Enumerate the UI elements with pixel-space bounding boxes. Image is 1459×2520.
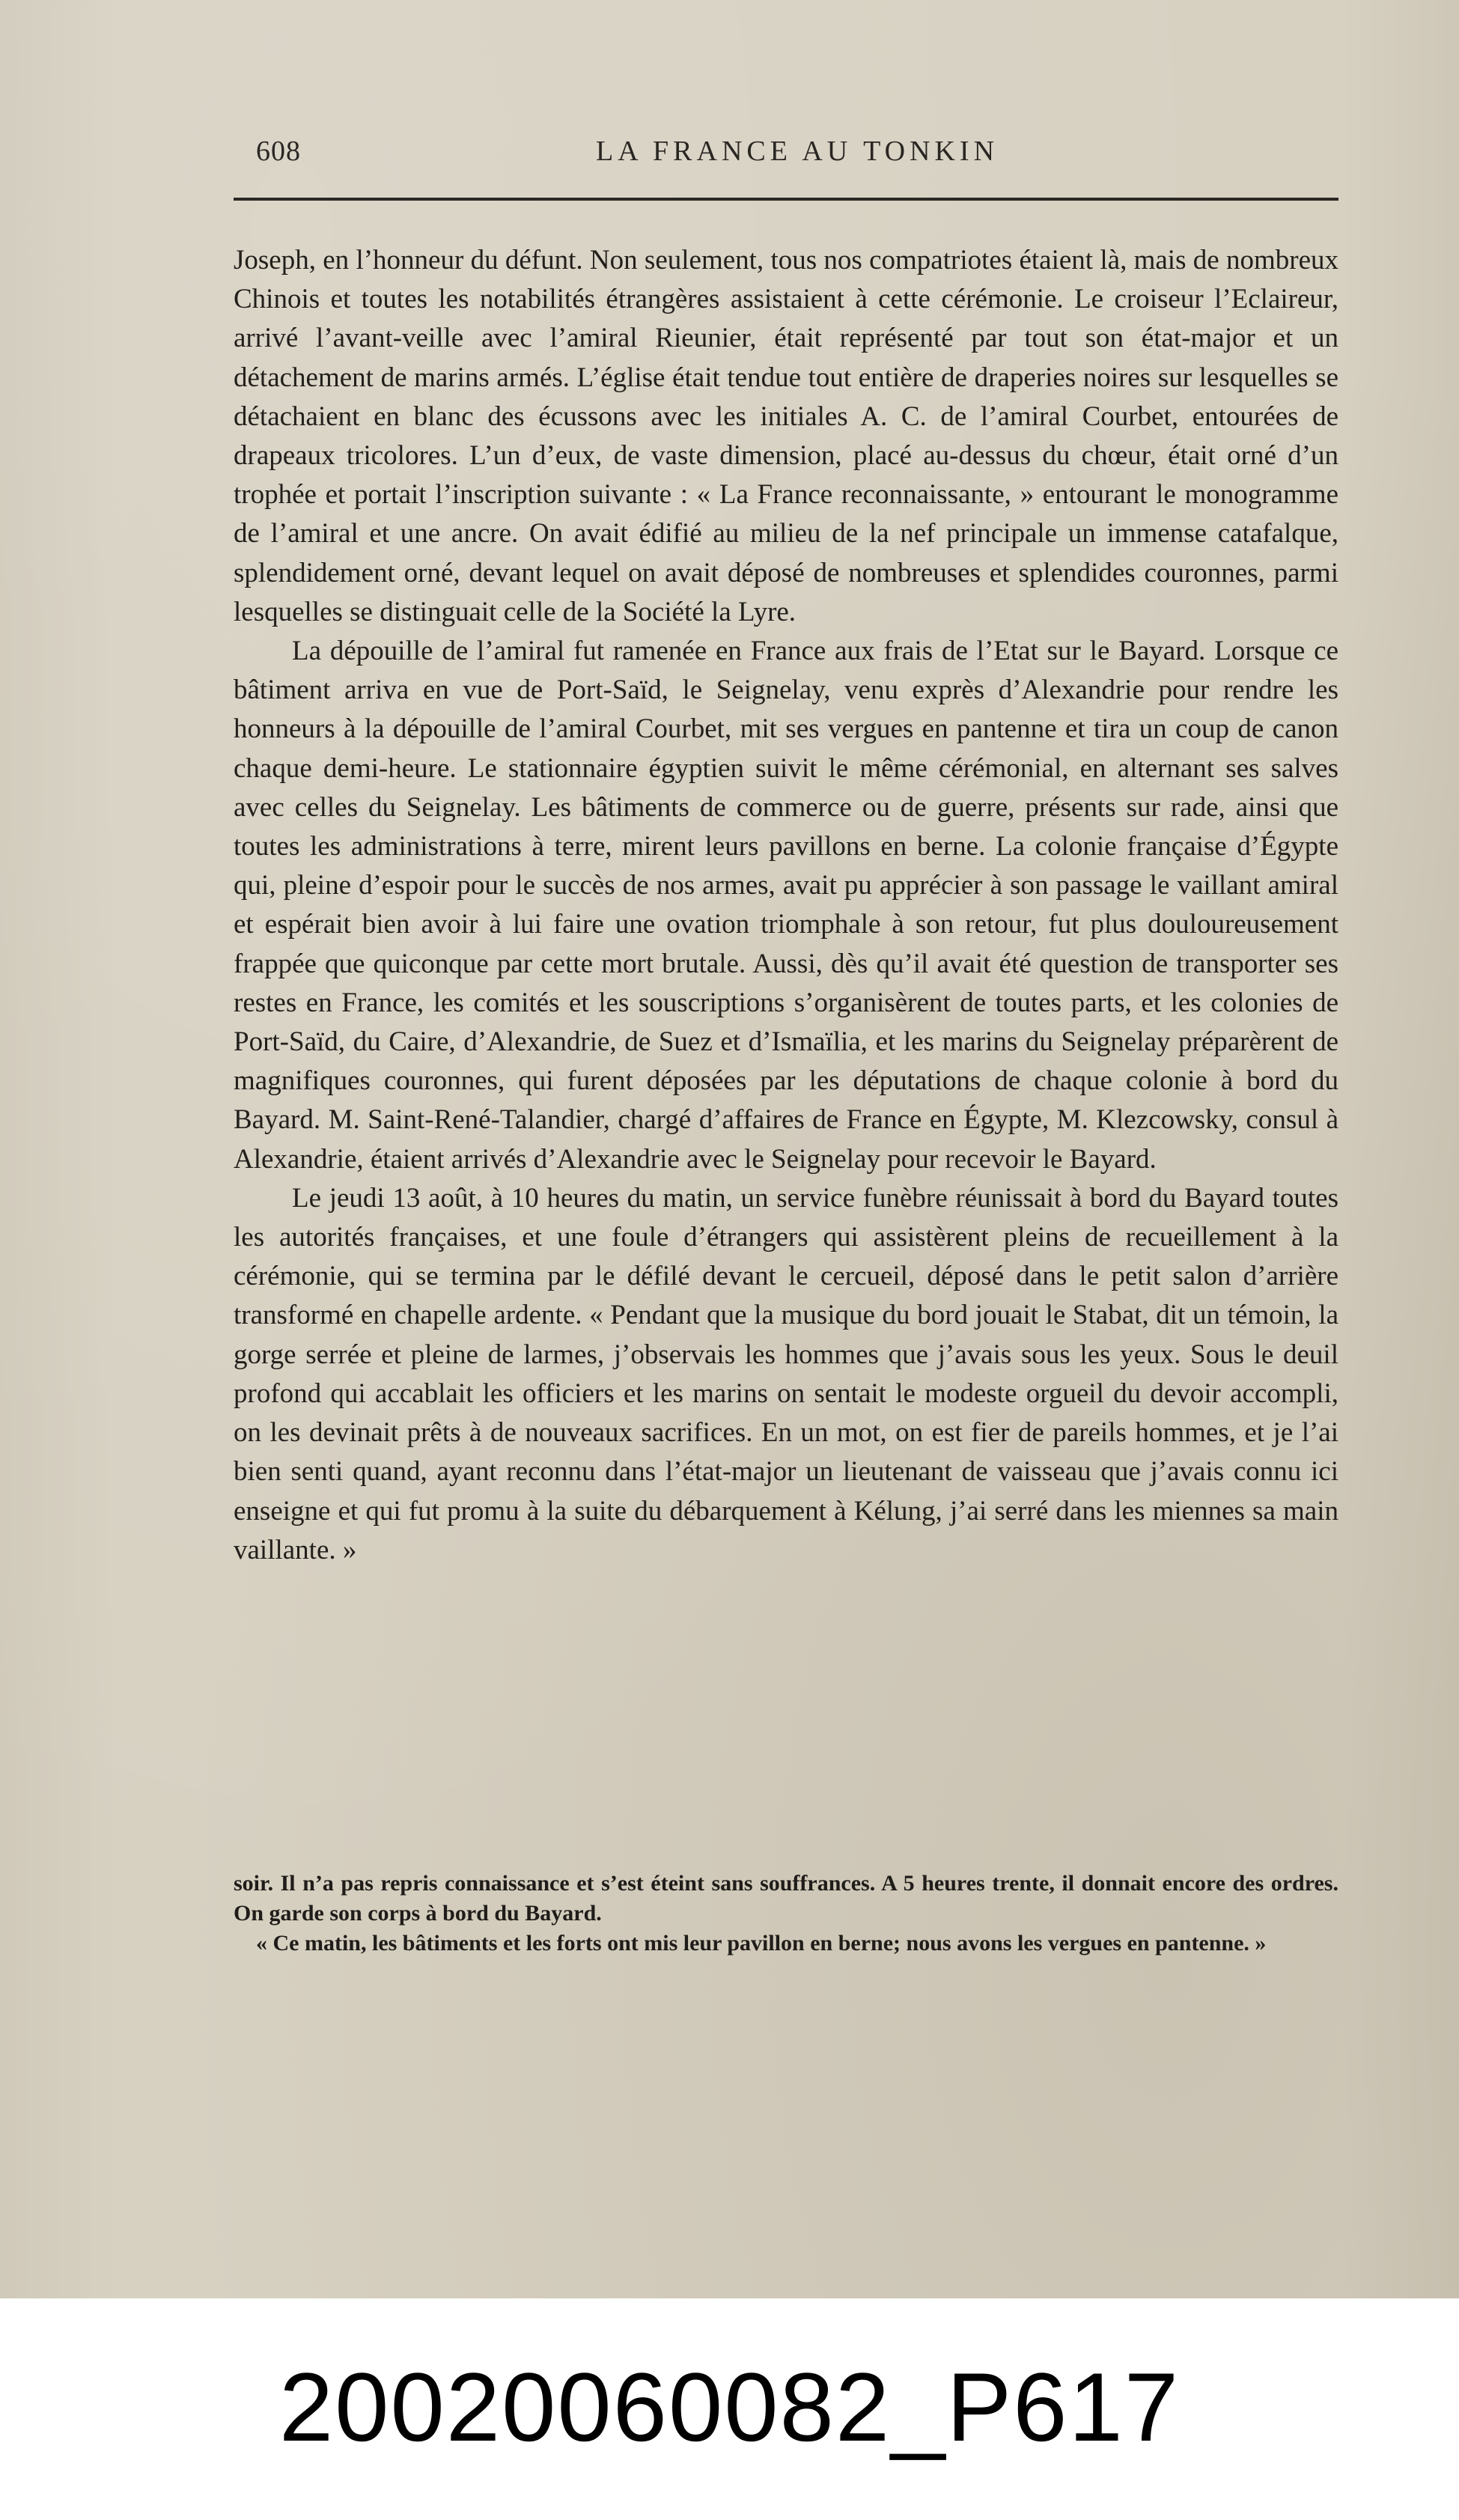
image-id-caption: 20020060082_P617 — [278, 2352, 1181, 2462]
header-rule — [234, 198, 1338, 201]
footnote — [234, 1869, 1338, 1959]
running-title: LA FRANCE AU TONKIN — [595, 136, 999, 167]
footnote-line: soir. Il n’a pas repris connaissance et s’est éteint sans souffrances. A 5 heures trente, il donnait encore des ordres. On garde son corps à bord du Bayard. — [234, 1871, 1338, 1926]
page-number: 608 — [256, 136, 301, 167]
paragraph: Joseph, en l’honneur du défunt. Non seulement, tous nos compatriotes étaient là, mais de nombreux Chinois et toutes les notabilités étrangères assistaient à cette cérémonie. Le croiseur l’Eclaireur, arrivé l’avant-veille avec l’amiral Rieunier, était représenté par tout son état-major et un détachement de marins armés. L’église était tendue tout entière de draperies noires sur lesquelles se détachaient en blanc des écussons avec les initiales A. C. de l’amiral Courbet, entourées de drapeaux tricolores. L’un d’eux, de vaste dimension, placé au-dessus du chœur, était orné d’un trophée et portait l’inscription suivante : « La France reconnaissante, » entourant le monogramme de l’amiral et une ancre. On avait édifié au milieu de la nef principale un immense catafalque, splendidement orné, devant lequel on avait déposé de nombreuses et splendides couronnes, parmi lesquelles se distinguait celle de la Société la Lyre. — [234, 245, 1338, 627]
footnote-line: « Ce matin, les bâtiments et les forts ont mis leur pavillon en berne; nous avons les vergues en pantenne. » — [256, 1931, 1267, 1956]
page-header — [256, 135, 1338, 180]
body-text — [234, 241, 1338, 1570]
paragraph: La dépouille de l’amiral fut ramenée en France aux frais de l’Etat sur le Bayard. Lorsque ce bâtiment arriva en vue de Port-Saïd, le Seignelay, venu exprès d’Alexandrie pour rendre les honneurs à la dépouille de l’amiral Courbet, mit ses vergues en pantenne et tira un coup de canon chaque demi-heure. Le stationnaire égyptien suivit le même cérémonial, en alternant ses salves avec celles du Seignelay. Les bâtiments de commerce ou de guerre, présents sur rade, ainsi que toutes les administrations à terre, mirent leurs pavillons en berne. La colonie française d’Égypte qui, pleine d’espoir pour le succès de nos armes, avait pu apprécier à son passage le vaillant amiral et espérait bien avoir à lui faire une ovation triomphale à son retour, fut plus douloureusement frappée que quiconque par cette mort brutale. Aussi, dès qu’il avait été question de transporter ses restes en France, les comités et les souscriptions s’organisèrent de toutes parts, et les colonies de Port-Saïd, du Caire, d’Alexandrie, de Suez et d’Ismaïlia, et les marins du Seignelay préparèrent de magnifiques couronnes, qui furent déposées par les députations de chaque colonie à bord du Bayard. M. Saint-René-Talandier, chargé d’affaires de France en Égypte, M. Klezcowsky, consul à Alexandrie, étaient arrivés d’Alexandrie avec le Seignelay pour recevoir le Bayard. — [234, 636, 1338, 1175]
paragraph: Le jeudi 13 août, à 10 heures du matin, un service funèbre réunissait à bord du Bayard toutes les autorités françaises, et une foule d’étrangers qui assistèrent pleins de recueillement à la cérémonie, qui se termina par le défilé devant le cercueil, déposé dans le petit salon d’arrière transformé en chapelle ardente. « Pendant que la musique du bord jouait le Stabat, dit un témoin, la gorge serrée et pleine de larmes, j’observais les hommes que j’avais sous les yeux. Sous le deuil profond qui accablait les officiers et les marins on sentait le modeste orgueil du devoir accompli, on les devinait prêts à de nouveaux sacrifices. En un mot, on est fier de pareils hommes, et je l’ai bien senti quand, ayant reconnu dans l’état-major un lieutenant de vaisseau que j’avais connu ici enseigne et qui fut promu à la suite du débarquement à Kélung, j’ai serré dans les miennes sa main vaillante. » — [234, 1182, 1338, 1565]
